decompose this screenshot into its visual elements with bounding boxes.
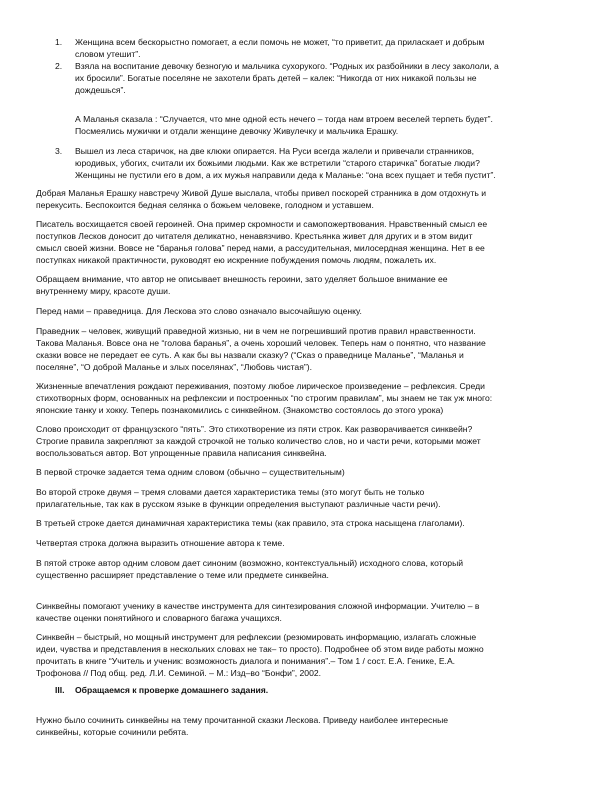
list-number: 3. [55, 146, 63, 156]
list-item-line: Вышел из леса старичок, на две клюки опирается. На Руси всегда жалели и привечали странников, [75, 146, 475, 156]
paragraph-line: сказки вовсе не передает ее суть. А как бы вы назвали сказку? (“Сказ о праведнице Маланье”, “Маланья и [36, 350, 464, 360]
paragraph-line: Перед нами – праведница. Для Лескова это слово означало высочайшую оценку. [36, 306, 362, 316]
paragraph-line: воспользоваться автор. Вот упрощенные правила написания синквейна. [36, 448, 327, 458]
list-number: 2. [55, 61, 63, 71]
paragraph-line: Добрая Маланья Ерашку навстречу Живой Душе выслала, чтобы привел поскорей странника в дом отдохнуть и [36, 188, 487, 198]
section-heading: Обращаемся к проверке домашнего задания. [75, 685, 269, 695]
paragraph-line: Жизненные впечатления рождают переживания, поэтому любое лирическое произведение – рефлексия. Среди [36, 381, 485, 391]
list-item-line: юродивых, убогих, считали их божьими людьми. Как же встретили “старого старичка” богатые люди? [75, 158, 480, 168]
paragraph-line: Такова Маланья. Вовсе она не “голова баранья”, а очень хороший человек. Теперь нам о понятно, что название [36, 338, 486, 348]
paragraph-line: Синквейны помогают ученику в качестве инструмента для синтезирования сложной информации. Учителю – в [36, 601, 480, 611]
paragraph-line: идеи, чувства и представления в нескольких словах не так– то просто). Подробнее об этом виде работы можно [36, 644, 484, 654]
paragraph-line: Слово происходит от французского “пять”. Это стихотворение из пяти строк. Как разворачивается синквейн? [36, 424, 473, 434]
list-number: 1. [55, 37, 63, 47]
paragraph-line: Четвертая строка должна выразить отношение автора к теме. [36, 538, 285, 548]
paragraph-line: внутреннему миру, красоте души. [36, 286, 171, 296]
paragraph-line: перекусить. Беспокоится бедная селянка о божьем человеке, голодном и уставшем. [36, 200, 374, 210]
list-item-line: Взяла на воспитание девочку безногую и мальчика сухорукого. “Родных их разбойники в лесу закололи, а [75, 61, 499, 71]
paragraph-line: Синквейн – быстрый, но мощный инструмент для рефлексии (резюмировать информацию, излагать сложные [36, 632, 477, 642]
paragraph-line: синквейны, которые сочинили ребята. [36, 727, 189, 737]
paragraph-line: Строгие правила закрепляют за каждой строчкой не только количество слов, но и части речи, которыми может [36, 436, 481, 446]
paragraph-line: поселяне”, “О доброй Маланье и злых поселянах”, “Любовь чистая”). [36, 362, 312, 372]
list-item-line: Женщины не пустили его в дом, а их мужья направили деда к Маланье: “она всех пущает и тебя пустит”. [75, 170, 496, 180]
paragraph-line: смысл своей жизни. Вовсе не “баранья голова” перед нами, а рассудительная, милосердная женщина. Нет в ее [36, 243, 485, 253]
paragraph-line: Во второй строке двумя – тремя словами дается характеристика темы (это могут быть не только [36, 487, 425, 497]
paragraph-line: Трофонова // Под общ. ред. Л.И. Семиной. – М.: Изд–во “Бонфи”, 2002. [36, 668, 322, 678]
paragraph-line: В первой строчке задается тема одним словом (обычно – существительным) [36, 467, 345, 477]
paragraph-line: В пятой строке автор одним словом дает синоним (возможно, контекстуальный) исходного слова, который [36, 558, 464, 568]
paragraph-line: японские танку и хокку. Теперь познакомились с синквейном. (Знакомство состоялось до этого урока) [36, 405, 444, 415]
list-item-line: их бросили”. Богатые поселяне не захотели брать детей – калек: “Никогда от них никакой пользы не [75, 73, 477, 83]
quote-line: Посмеялись мужички и отдали женщине девочку Живулечку и мальчика Ерашку. [75, 126, 399, 136]
paragraph-line: поступков Лесков доносит до читателя деликатно, ненавязчиво. Крестьянка живет для других и в этом видит [36, 231, 473, 241]
paragraph-line: стихотворных форм, основанных на рефлексии и построенных “по строгим правилам”, мы знаем не так уж много: [36, 393, 493, 403]
paragraph-line: прочитать в книге “Учитель и ученик: возможность диалога и понимания”.– Том 1 / сост. Е.А. Геникe, Е.А. [36, 656, 456, 666]
list-item-line: словом утешит”. [75, 49, 141, 59]
paragraph-line: прилагательные, так как в русском языке в функции определения выступают различные части речи). [36, 499, 441, 509]
paragraph-line: существенно расширяет представление о теме или предмете синквейна. [36, 570, 329, 580]
section-number: III. [55, 685, 65, 695]
paragraph-line: Писатель восхищается своей героиней. Она пример скромности и самопожертвования. Нравственный смысл ее [36, 219, 488, 229]
paragraph-line: В третьей строке дается динамичная характеристика темы (как правило, эта строка насыщена глаголами). [36, 518, 465, 528]
quote-line: А Маланья сказала : “Случается, что мне одной есть нечего – тогда нам втроем веселей терпеть будет”. [75, 114, 493, 124]
paragraph-line: Обращаем внимание, что автор не описывает внешность героини, зато уделяет большое внимание ее [36, 274, 448, 284]
paragraph-line: поступках никакой практичности, руководят ею искренние побуждения помочь людям, пожалеть их. [36, 255, 437, 265]
list-item-line: дождешься”. [75, 85, 126, 95]
paragraph-line: качестве оценки понятийного и словарного багажа учащихся. [36, 613, 282, 623]
paragraph-line: Нужно было сочинить синквейны на тему прочитанной сказки Лескова. Приведу наиболее интересные [36, 715, 449, 725]
paragraph-line: Праведник – человек, живущий праведной жизнью, ни в чем не погрешивший против правил нравственности. [36, 326, 476, 336]
list-item-line: Женщина всем бескорыстно помогает, а если помочь не может, “то приветит, да приласкает и добрым [75, 37, 485, 47]
